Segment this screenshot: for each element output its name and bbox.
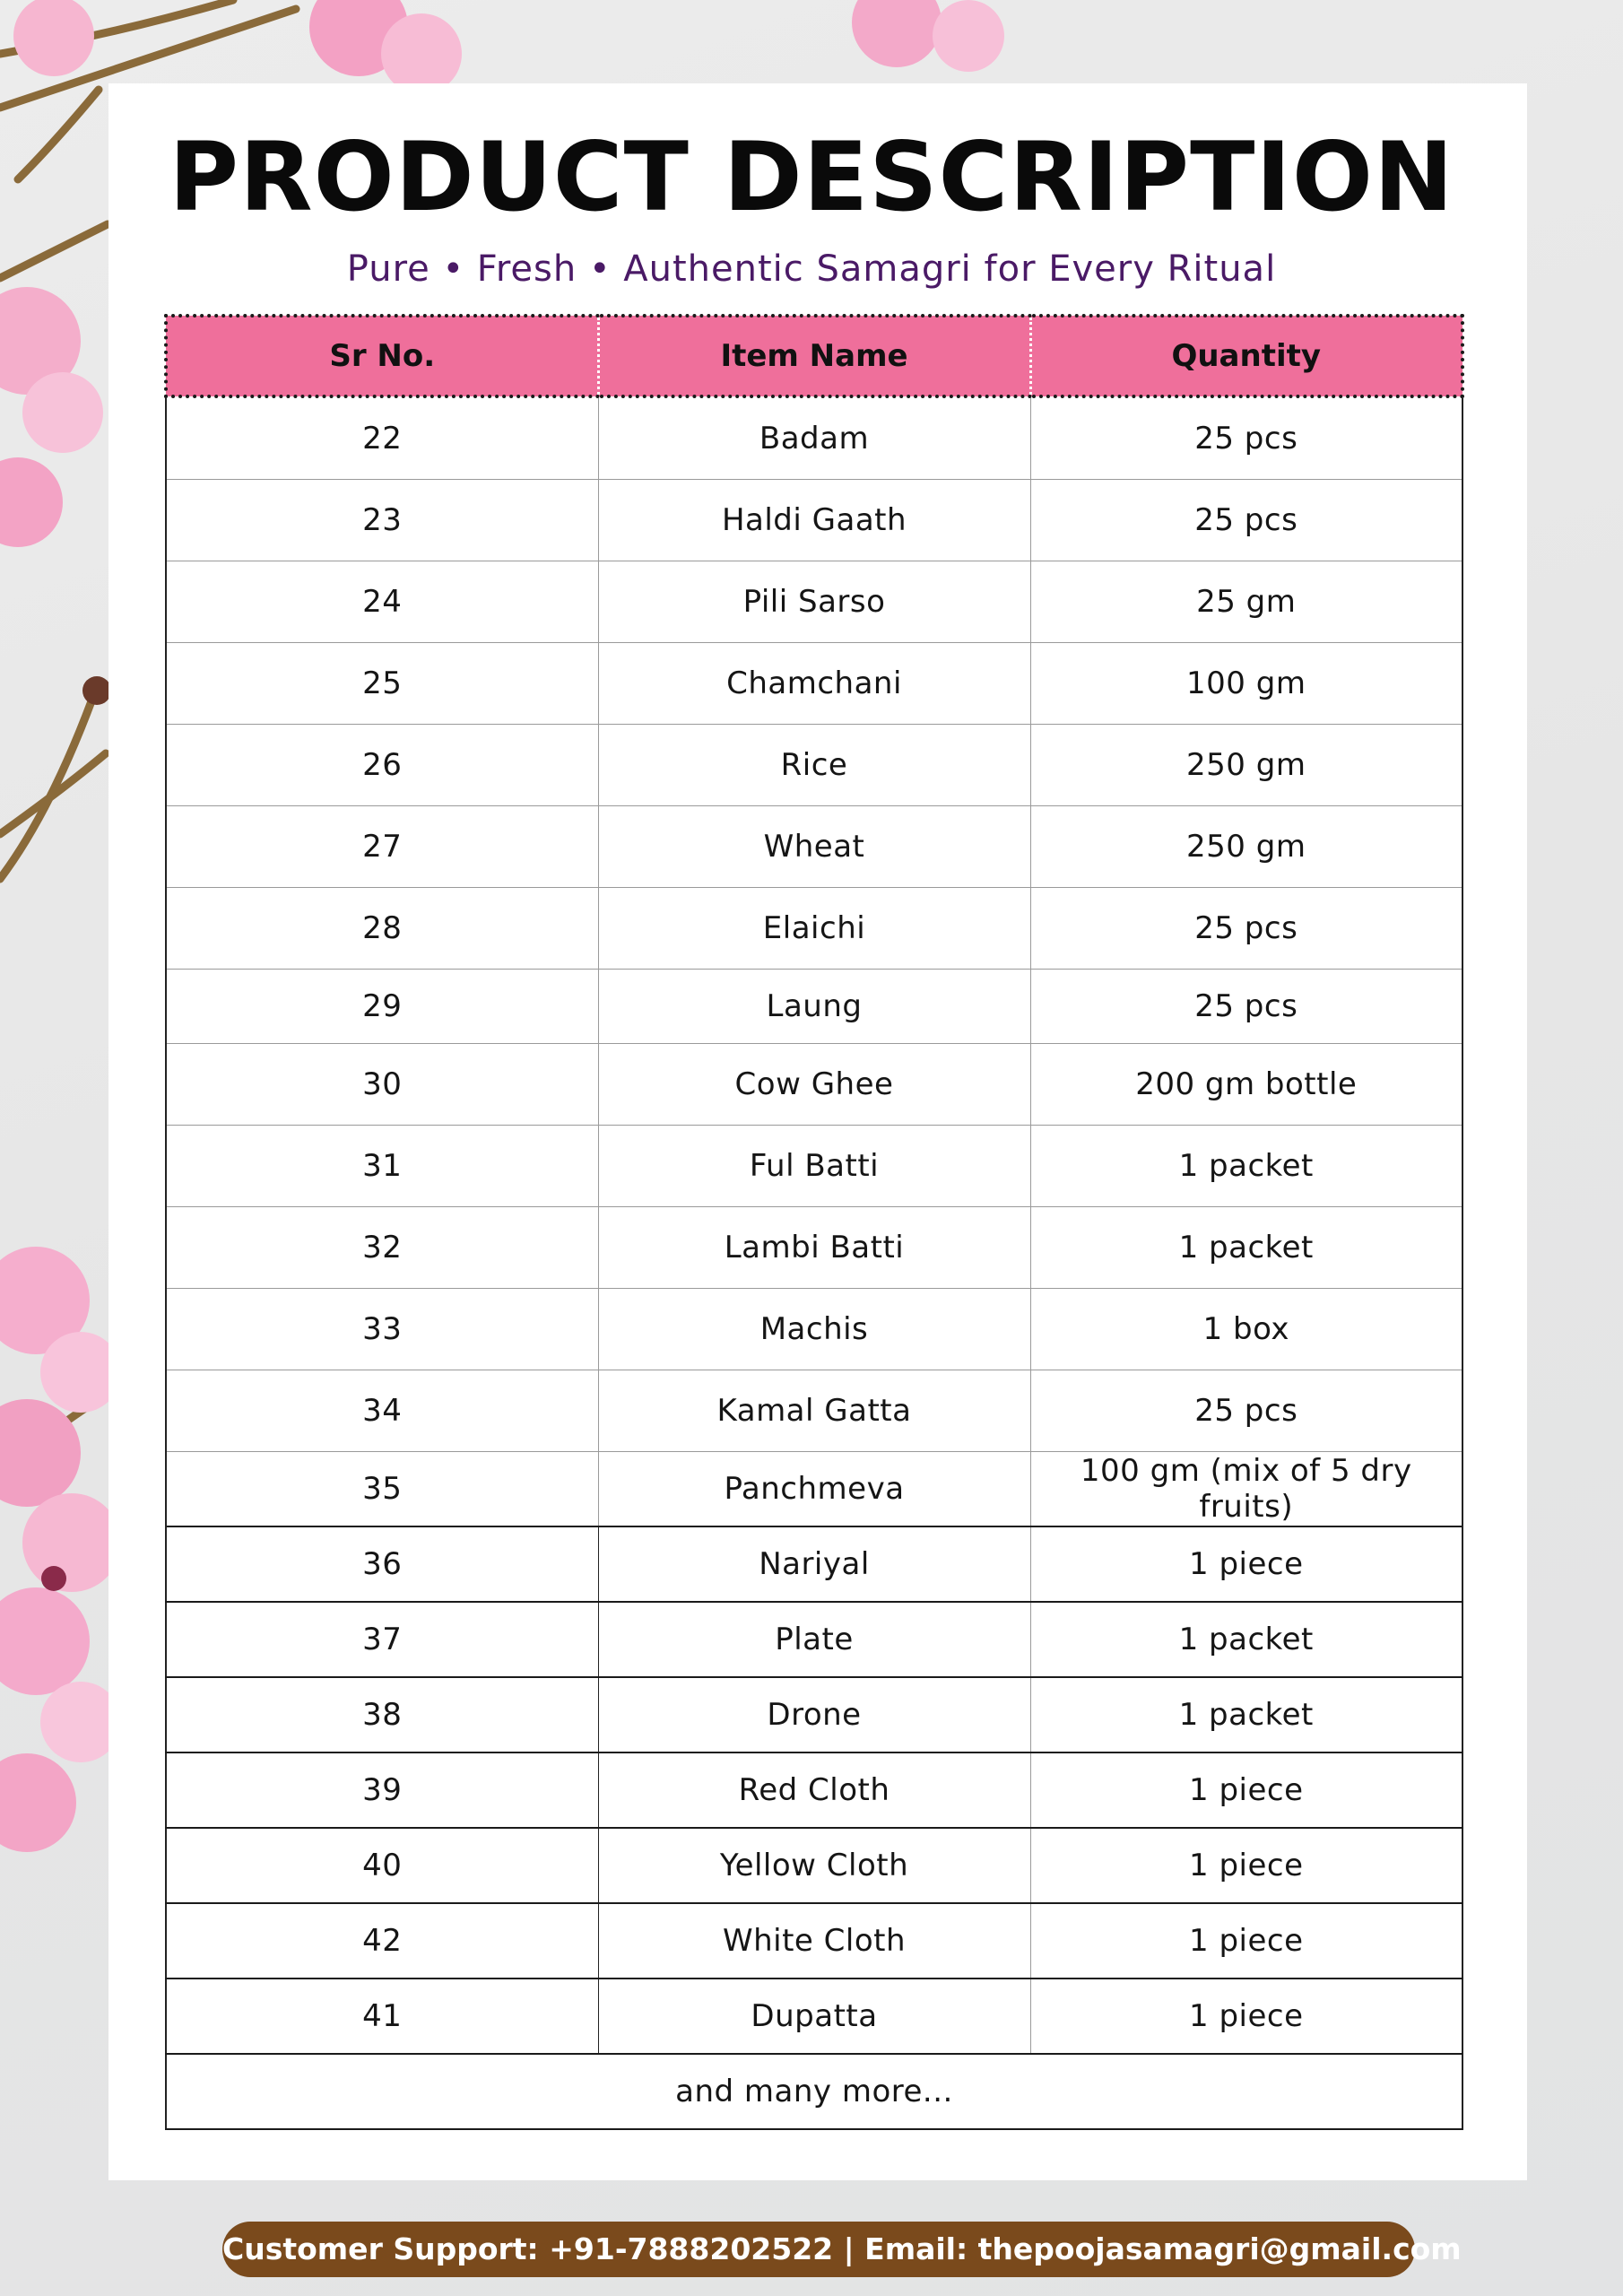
cell-sr-no: 34 bbox=[166, 1370, 598, 1452]
table-row bbox=[166, 1044, 1462, 1126]
column-header-quantity: Quantity bbox=[1030, 316, 1462, 396]
cell-quantity: 25 gm bbox=[1030, 561, 1462, 643]
table-row bbox=[166, 1207, 1462, 1289]
cell-item-name: Cow Ghee bbox=[598, 1044, 1030, 1126]
cell-quantity: 200 gm bottle bbox=[1030, 1044, 1462, 1126]
cell-item-name: Elaichi bbox=[598, 888, 1030, 970]
cell-item-name: Wheat bbox=[598, 806, 1030, 888]
cell-item-name: Lambi Batti bbox=[598, 1207, 1030, 1289]
cell-quantity: 100 gm bbox=[1030, 643, 1462, 725]
cell-quantity: 25 pcs bbox=[1030, 888, 1462, 970]
cell-item-name: Chamchani bbox=[598, 643, 1030, 725]
table-row bbox=[166, 1828, 1462, 1903]
table-row bbox=[166, 725, 1462, 806]
blossom-cluster-bottom bbox=[0, 1247, 121, 1852]
cell-quantity: 25 pcs bbox=[1030, 396, 1462, 480]
cell-quantity: 1 box bbox=[1030, 1289, 1462, 1370]
cell-sr-no: 42 bbox=[166, 1903, 598, 1979]
table-row bbox=[166, 1903, 1462, 1979]
table-row bbox=[166, 1289, 1462, 1370]
table-row bbox=[166, 1752, 1462, 1828]
cell-sr-no: 40 bbox=[166, 1828, 598, 1903]
cell-sr-no: 39 bbox=[166, 1752, 598, 1828]
cell-item-name: White Cloth bbox=[598, 1903, 1030, 1979]
product-table bbox=[164, 314, 1464, 2130]
cell-item-name: Red Cloth bbox=[598, 1752, 1030, 1828]
cell-item-name: Panchmeva bbox=[598, 1452, 1030, 1527]
cell-item-name: Pili Sarso bbox=[598, 561, 1030, 643]
table-row bbox=[166, 1602, 1462, 1677]
cell-sr-no: 22 bbox=[166, 396, 598, 480]
table-row bbox=[166, 1677, 1462, 1752]
table-row bbox=[166, 1126, 1462, 1207]
cell-item-name: Nariyal bbox=[598, 1526, 1030, 1602]
cell-sr-no: 30 bbox=[166, 1044, 598, 1126]
cell-quantity: 1 piece bbox=[1030, 1752, 1462, 1828]
table-header-row bbox=[166, 316, 1462, 396]
cell-item-name: Yellow Cloth bbox=[598, 1828, 1030, 1903]
column-header-sr-no: Sr No. bbox=[166, 316, 598, 396]
cell-quantity: 1 piece bbox=[1030, 1903, 1462, 1979]
cell-item-name: Haldi Gaath bbox=[598, 480, 1030, 561]
cell-sr-no: 24 bbox=[166, 561, 598, 643]
table-row bbox=[166, 561, 1462, 643]
cell-quantity: 25 pcs bbox=[1030, 480, 1462, 561]
cell-sr-no: 27 bbox=[166, 806, 598, 888]
cell-sr-no: 29 bbox=[166, 970, 598, 1044]
cell-item-name: Ful Batti bbox=[598, 1126, 1030, 1207]
table-row bbox=[166, 1370, 1462, 1452]
cell-quantity: 1 piece bbox=[1030, 1979, 1462, 2054]
table-footer-row bbox=[166, 2054, 1462, 2129]
cell-item-name: Plate bbox=[598, 1602, 1030, 1677]
table-row bbox=[166, 806, 1462, 888]
page-subtitle: Pure • Fresh • Authentic Samagri for Every Ritual bbox=[346, 248, 1277, 290]
table-row bbox=[166, 1452, 1462, 1527]
table-row bbox=[166, 396, 1462, 480]
table-row bbox=[166, 888, 1462, 970]
cell-sr-no: 41 bbox=[166, 1979, 598, 2054]
cell-sr-no: 31 bbox=[166, 1126, 598, 1207]
cell-quantity: 25 pcs bbox=[1030, 1370, 1462, 1452]
cell-item-name: Dupatta bbox=[598, 1979, 1030, 2054]
cell-quantity: 1 packet bbox=[1030, 1207, 1462, 1289]
cell-item-name: Rice bbox=[598, 725, 1030, 806]
cell-sr-no: 36 bbox=[166, 1526, 598, 1602]
cell-item-name: Machis bbox=[598, 1289, 1030, 1370]
cell-item-name: Kamal Gatta bbox=[598, 1370, 1030, 1452]
cell-quantity: 1 packet bbox=[1030, 1126, 1462, 1207]
cell-quantity: 250 gm bbox=[1030, 725, 1462, 806]
cell-quantity: 1 piece bbox=[1030, 1828, 1462, 1903]
table-row bbox=[166, 643, 1462, 725]
cell-quantity: 1 packet bbox=[1030, 1677, 1462, 1752]
cell-sr-no: 26 bbox=[166, 725, 598, 806]
cell-sr-no: 33 bbox=[166, 1289, 598, 1370]
page-title: PRODUCT DESCRIPTION bbox=[169, 122, 1454, 232]
column-header-item-name: Item Name bbox=[598, 316, 1030, 396]
cell-sr-no: 35 bbox=[166, 1452, 598, 1527]
cell-item-name: Badam bbox=[598, 396, 1030, 480]
cell-sr-no: 32 bbox=[166, 1207, 598, 1289]
cell-sr-no: 25 bbox=[166, 643, 598, 725]
cell-sr-no: 28 bbox=[166, 888, 598, 970]
table-row bbox=[166, 480, 1462, 561]
cell-sr-no: 38 bbox=[166, 1677, 598, 1752]
customer-support-banner: Customer Support: +91-7888202522 | Email: thepoojasamagri@gmail.com bbox=[222, 2222, 1415, 2277]
cell-quantity: 250 gm bbox=[1030, 806, 1462, 888]
cell-quantity: 1 piece bbox=[1030, 1526, 1462, 1602]
cell-quantity: 25 pcs bbox=[1030, 970, 1462, 1044]
cell-quantity: 100 gm (mix of 5 dry fruits) bbox=[1030, 1452, 1462, 1527]
table-row bbox=[166, 970, 1462, 1044]
cell-item-name: Drone bbox=[598, 1677, 1030, 1752]
table-row bbox=[166, 1526, 1462, 1602]
cell-quantity: 1 packet bbox=[1030, 1602, 1462, 1677]
cell-sr-no: 23 bbox=[166, 480, 598, 561]
and-many-more-note: and many more... bbox=[166, 2054, 1462, 2129]
cell-sr-no: 37 bbox=[166, 1602, 598, 1677]
cell-item-name: Laung bbox=[598, 970, 1030, 1044]
table-row bbox=[166, 1979, 1462, 2054]
